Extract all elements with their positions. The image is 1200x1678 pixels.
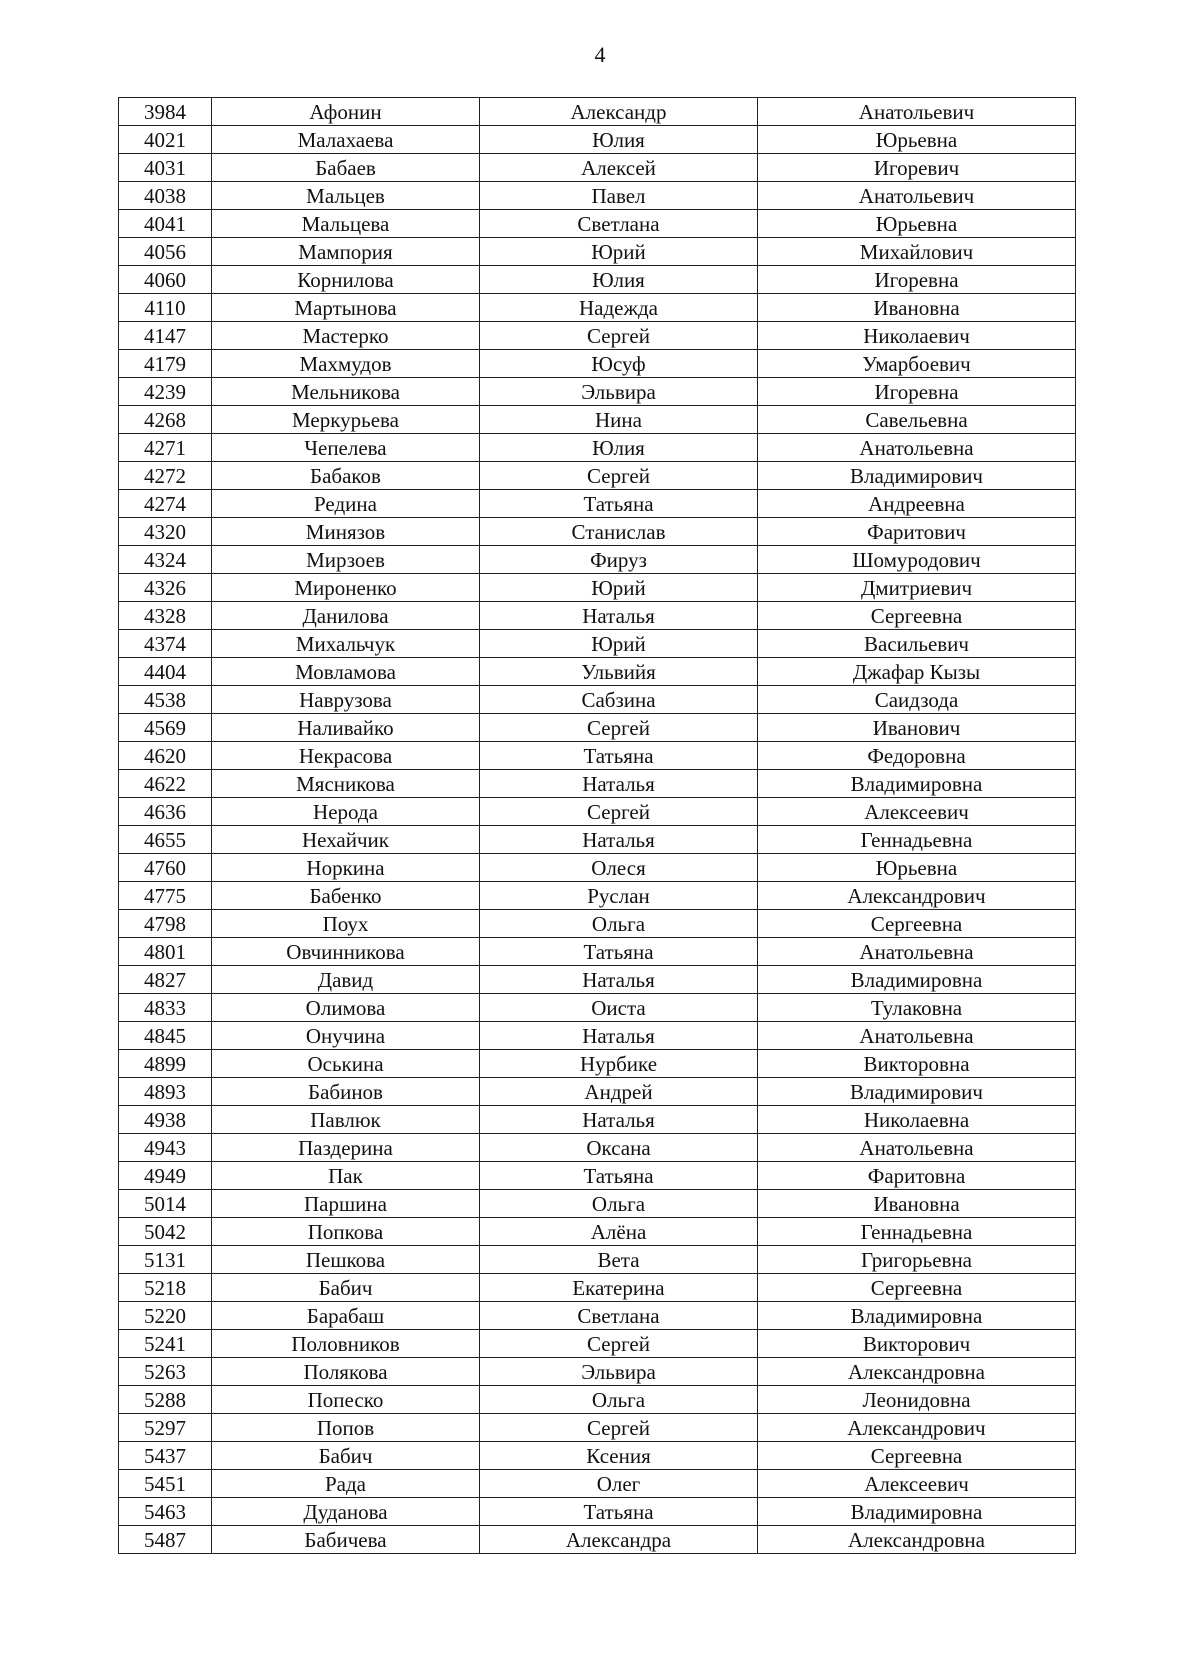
cell-patronymic: Игоревна	[758, 378, 1076, 406]
cell-patronymic: Сергеевна	[758, 602, 1076, 630]
cell-first-name: Эльвира	[480, 1358, 758, 1386]
cell-id: 4538	[119, 686, 212, 714]
table-row	[119, 1218, 1076, 1246]
cell-id: 5463	[119, 1498, 212, 1526]
table-row	[119, 1414, 1076, 1442]
cell-patronymic: Владимировна	[758, 1498, 1076, 1526]
cell-first-name: Фируз	[480, 546, 758, 574]
table-row	[119, 1526, 1076, 1554]
cell-patronymic: Михайлович	[758, 238, 1076, 266]
cell-last-name: Корнилова	[212, 266, 480, 294]
cell-id: 5220	[119, 1302, 212, 1330]
cell-last-name: Онучина	[212, 1022, 480, 1050]
cell-first-name: Сергей	[480, 1414, 758, 1442]
cell-id: 4031	[119, 154, 212, 182]
cell-first-name: Андрей	[480, 1078, 758, 1106]
cell-first-name: Сергей	[480, 1330, 758, 1358]
table-row	[119, 1022, 1076, 1050]
cell-id: 4374	[119, 630, 212, 658]
cell-first-name: Алёна	[480, 1218, 758, 1246]
cell-first-name: Наталья	[480, 826, 758, 854]
cell-patronymic: Викторович	[758, 1330, 1076, 1358]
cell-last-name: Нерода	[212, 798, 480, 826]
cell-last-name: Мельникова	[212, 378, 480, 406]
cell-id: 4801	[119, 938, 212, 966]
cell-id: 4326	[119, 574, 212, 602]
cell-last-name: Наврузова	[212, 686, 480, 714]
cell-first-name: Ольга	[480, 1190, 758, 1218]
cell-patronymic: Александрович	[758, 882, 1076, 910]
table-row	[119, 686, 1076, 714]
table-row	[119, 182, 1076, 210]
cell-id: 4893	[119, 1078, 212, 1106]
cell-patronymic: Иванович	[758, 714, 1076, 742]
cell-last-name: Попкова	[212, 1218, 480, 1246]
table-row	[119, 770, 1076, 798]
cell-first-name: Светлана	[480, 1302, 758, 1330]
table-row	[119, 238, 1076, 266]
table-row	[119, 602, 1076, 630]
cell-patronymic: Алексеевич	[758, 1470, 1076, 1498]
cell-patronymic: Владимировна	[758, 770, 1076, 798]
cell-last-name: Пак	[212, 1162, 480, 1190]
cell-first-name: Нина	[480, 406, 758, 434]
cell-id: 4179	[119, 350, 212, 378]
cell-patronymic: Сергеевна	[758, 1274, 1076, 1302]
table-row	[119, 406, 1076, 434]
cell-first-name: Ульвийя	[480, 658, 758, 686]
cell-patronymic: Федоровна	[758, 742, 1076, 770]
cell-patronymic: Григорьевна	[758, 1246, 1076, 1274]
cell-last-name: Мальцев	[212, 182, 480, 210]
cell-patronymic: Геннадьевна	[758, 826, 1076, 854]
cell-last-name: Попов	[212, 1414, 480, 1442]
cell-patronymic: Алексеевич	[758, 798, 1076, 826]
table-row	[119, 1302, 1076, 1330]
cell-first-name: Наталья	[480, 1022, 758, 1050]
cell-last-name: Давид	[212, 966, 480, 994]
cell-last-name: Бабинов	[212, 1078, 480, 1106]
cell-patronymic: Васильевич	[758, 630, 1076, 658]
cell-last-name: Бабенко	[212, 882, 480, 910]
cell-first-name: Юлия	[480, 126, 758, 154]
cell-patronymic: Савельевна	[758, 406, 1076, 434]
cell-id: 4239	[119, 378, 212, 406]
cell-first-name: Татьяна	[480, 742, 758, 770]
table-row	[119, 1470, 1076, 1498]
cell-first-name: Александра	[480, 1526, 758, 1554]
cell-patronymic: Дмитриевич	[758, 574, 1076, 602]
cell-first-name: Сергей	[480, 322, 758, 350]
cell-first-name: Олеся	[480, 854, 758, 882]
cell-id: 4328	[119, 602, 212, 630]
cell-first-name: Ольга	[480, 910, 758, 938]
table-row	[119, 742, 1076, 770]
cell-last-name: Норкина	[212, 854, 480, 882]
cell-id: 4655	[119, 826, 212, 854]
table-row	[119, 1386, 1076, 1414]
table-row	[119, 714, 1076, 742]
table-row	[119, 1442, 1076, 1470]
cell-id: 3984	[119, 98, 212, 126]
cell-last-name: Полякова	[212, 1358, 480, 1386]
cell-patronymic: Ивановна	[758, 294, 1076, 322]
cell-patronymic: Владимировна	[758, 1302, 1076, 1330]
cell-id: 4271	[119, 434, 212, 462]
table-row	[119, 294, 1076, 322]
cell-last-name: Дуданова	[212, 1498, 480, 1526]
cell-patronymic: Умарбоевич	[758, 350, 1076, 378]
table-row	[119, 1274, 1076, 1302]
cell-id: 4938	[119, 1106, 212, 1134]
cell-patronymic: Анатольевна	[758, 938, 1076, 966]
cell-last-name: Мовламова	[212, 658, 480, 686]
cell-id: 4110	[119, 294, 212, 322]
cell-id: 4272	[119, 462, 212, 490]
cell-patronymic: Геннадьевна	[758, 1218, 1076, 1246]
cell-patronymic: Игоревна	[758, 266, 1076, 294]
cell-last-name: Мастерко	[212, 322, 480, 350]
cell-first-name: Светлана	[480, 210, 758, 238]
cell-last-name: Редина	[212, 490, 480, 518]
cell-patronymic: Саидзода	[758, 686, 1076, 714]
cell-last-name: Чепелева	[212, 434, 480, 462]
cell-last-name: Мироненко	[212, 574, 480, 602]
table-row	[119, 630, 1076, 658]
table-row	[119, 378, 1076, 406]
cell-first-name: Наталья	[480, 1106, 758, 1134]
cell-first-name: Сергей	[480, 798, 758, 826]
cell-patronymic: Шомуродович	[758, 546, 1076, 574]
cell-first-name: Эльвира	[480, 378, 758, 406]
cell-last-name: Мясникова	[212, 770, 480, 798]
cell-patronymic: Сергеевна	[758, 1442, 1076, 1470]
table-row	[119, 1330, 1076, 1358]
cell-patronymic: Анатольевич	[758, 98, 1076, 126]
cell-last-name: Барабаш	[212, 1302, 480, 1330]
cell-id: 5263	[119, 1358, 212, 1386]
cell-id: 5241	[119, 1330, 212, 1358]
cell-last-name: Мальцева	[212, 210, 480, 238]
cell-patronymic: Анатольевна	[758, 434, 1076, 462]
cell-patronymic: Николаевич	[758, 322, 1076, 350]
cell-id: 4827	[119, 966, 212, 994]
cell-last-name: Бабичева	[212, 1526, 480, 1554]
cell-patronymic: Владимирович	[758, 462, 1076, 490]
cell-patronymic: Александровна	[758, 1358, 1076, 1386]
cell-id: 4833	[119, 994, 212, 1022]
cell-id: 4569	[119, 714, 212, 742]
cell-patronymic: Юрьевна	[758, 854, 1076, 882]
cell-patronymic: Александровна	[758, 1526, 1076, 1554]
table-row	[119, 966, 1076, 994]
cell-first-name: Руслан	[480, 882, 758, 910]
cell-first-name: Вета	[480, 1246, 758, 1274]
cell-patronymic: Анатольевна	[758, 1022, 1076, 1050]
cell-last-name: Половников	[212, 1330, 480, 1358]
cell-id: 4943	[119, 1134, 212, 1162]
cell-patronymic: Николаевна	[758, 1106, 1076, 1134]
cell-first-name: Юрий	[480, 630, 758, 658]
table-row	[119, 1134, 1076, 1162]
roster-table	[118, 97, 1076, 1554]
cell-id: 4404	[119, 658, 212, 686]
roster-body	[119, 98, 1076, 1554]
cell-first-name: Сергей	[480, 462, 758, 490]
table-row	[119, 154, 1076, 182]
cell-last-name: Овчинникова	[212, 938, 480, 966]
cell-first-name: Сергей	[480, 714, 758, 742]
cell-last-name: Мартынова	[212, 294, 480, 322]
cell-first-name: Надежда	[480, 294, 758, 322]
cell-last-name: Наливайко	[212, 714, 480, 742]
cell-id: 4147	[119, 322, 212, 350]
table-row	[119, 210, 1076, 238]
cell-id: 4775	[119, 882, 212, 910]
cell-first-name: Юрий	[480, 238, 758, 266]
table-row	[119, 1358, 1076, 1386]
cell-patronymic: Джафар Кызы	[758, 658, 1076, 686]
cell-first-name: Олег	[480, 1470, 758, 1498]
table-row	[119, 1498, 1076, 1526]
table-row	[119, 98, 1076, 126]
cell-patronymic: Ивановна	[758, 1190, 1076, 1218]
table-row	[119, 350, 1076, 378]
cell-last-name: Павлюк	[212, 1106, 480, 1134]
cell-last-name: Афонин	[212, 98, 480, 126]
cell-first-name: Татьяна	[480, 490, 758, 518]
cell-first-name: Татьяна	[480, 1162, 758, 1190]
cell-patronymic: Владимировна	[758, 966, 1076, 994]
table-row	[119, 574, 1076, 602]
cell-first-name: Оксана	[480, 1134, 758, 1162]
cell-last-name: Бабаков	[212, 462, 480, 490]
cell-last-name: Меркурьева	[212, 406, 480, 434]
table-row	[119, 518, 1076, 546]
cell-last-name: Нехайчик	[212, 826, 480, 854]
table-row	[119, 1246, 1076, 1274]
cell-id: 4056	[119, 238, 212, 266]
cell-last-name: Бабаев	[212, 154, 480, 182]
cell-last-name: Михальчук	[212, 630, 480, 658]
cell-patronymic: Юрьевна	[758, 126, 1076, 154]
cell-last-name: Поух	[212, 910, 480, 938]
cell-first-name: Татьяна	[480, 938, 758, 966]
table-row	[119, 434, 1076, 462]
cell-first-name: Александр	[480, 98, 758, 126]
cell-id: 4620	[119, 742, 212, 770]
cell-first-name: Юлия	[480, 434, 758, 462]
cell-patronymic: Тулаковна	[758, 994, 1076, 1022]
table-row	[119, 994, 1076, 1022]
cell-first-name: Алексей	[480, 154, 758, 182]
cell-last-name: Минязов	[212, 518, 480, 546]
cell-id: 4324	[119, 546, 212, 574]
cell-id: 4899	[119, 1050, 212, 1078]
table-row	[119, 910, 1076, 938]
cell-last-name: Малахаева	[212, 126, 480, 154]
cell-id: 4760	[119, 854, 212, 882]
cell-last-name: Некрасова	[212, 742, 480, 770]
cell-id: 5288	[119, 1386, 212, 1414]
cell-first-name: Ксения	[480, 1442, 758, 1470]
cell-last-name: Пешкова	[212, 1246, 480, 1274]
cell-patronymic: Игоревич	[758, 154, 1076, 182]
cell-id: 4041	[119, 210, 212, 238]
cell-patronymic: Сергеевна	[758, 910, 1076, 938]
cell-first-name: Юрий	[480, 574, 758, 602]
table-row	[119, 658, 1076, 686]
cell-first-name: Юлия	[480, 266, 758, 294]
table-row	[119, 490, 1076, 518]
cell-id: 4038	[119, 182, 212, 210]
cell-id: 4798	[119, 910, 212, 938]
cell-id: 5014	[119, 1190, 212, 1218]
cell-id: 4274	[119, 490, 212, 518]
cell-first-name: Юсуф	[480, 350, 758, 378]
table-row	[119, 322, 1076, 350]
cell-first-name: Нурбике	[480, 1050, 758, 1078]
page-number: 4	[594, 42, 606, 67]
cell-id: 4268	[119, 406, 212, 434]
cell-patronymic: Викторовна	[758, 1050, 1076, 1078]
cell-patronymic: Андреевна	[758, 490, 1076, 518]
cell-id: 5218	[119, 1274, 212, 1302]
cell-last-name: Бабич	[212, 1442, 480, 1470]
cell-id: 4622	[119, 770, 212, 798]
cell-id: 5297	[119, 1414, 212, 1442]
table-row	[119, 882, 1076, 910]
table-row	[119, 854, 1076, 882]
cell-last-name: Паршина	[212, 1190, 480, 1218]
table-row	[119, 798, 1076, 826]
cell-id: 5451	[119, 1470, 212, 1498]
cell-last-name: Рада	[212, 1470, 480, 1498]
cell-last-name: Олимова	[212, 994, 480, 1022]
cell-id: 4060	[119, 266, 212, 294]
table-row	[119, 938, 1076, 966]
table-row	[119, 1078, 1076, 1106]
cell-patronymic: Леонидовна	[758, 1386, 1076, 1414]
cell-patronymic: Анатольевич	[758, 182, 1076, 210]
cell-last-name: Мирзоев	[212, 546, 480, 574]
cell-patronymic: Анатольевна	[758, 1134, 1076, 1162]
table-row	[119, 462, 1076, 490]
cell-first-name: Сабзина	[480, 686, 758, 714]
cell-id: 4636	[119, 798, 212, 826]
cell-last-name: Паздерина	[212, 1134, 480, 1162]
cell-first-name: Павел	[480, 182, 758, 210]
cell-id: 4320	[119, 518, 212, 546]
cell-last-name: Мампория	[212, 238, 480, 266]
cell-patronymic: Владимирович	[758, 1078, 1076, 1106]
cell-first-name: Оиста	[480, 994, 758, 1022]
cell-id: 5437	[119, 1442, 212, 1470]
table-row	[119, 266, 1076, 294]
cell-first-name: Екатерина	[480, 1274, 758, 1302]
cell-id: 5131	[119, 1246, 212, 1274]
cell-last-name: Данилова	[212, 602, 480, 630]
cell-patronymic: Юрьевна	[758, 210, 1076, 238]
cell-first-name: Наталья	[480, 602, 758, 630]
cell-id: 4845	[119, 1022, 212, 1050]
cell-last-name: Попеско	[212, 1386, 480, 1414]
table-row	[119, 1162, 1076, 1190]
cell-id: 4949	[119, 1162, 212, 1190]
cell-last-name: Оськина	[212, 1050, 480, 1078]
cell-first-name: Станислав	[480, 518, 758, 546]
table-row	[119, 1106, 1076, 1134]
table-row	[119, 546, 1076, 574]
cell-first-name: Татьяна	[480, 1498, 758, 1526]
table-row	[119, 1190, 1076, 1218]
table-row	[119, 1050, 1076, 1078]
cell-id: 5487	[119, 1526, 212, 1554]
cell-last-name: Махмудов	[212, 350, 480, 378]
cell-first-name: Ольга	[480, 1386, 758, 1414]
table-row	[119, 126, 1076, 154]
table-row	[119, 826, 1076, 854]
cell-id: 4021	[119, 126, 212, 154]
cell-last-name: Бабич	[212, 1274, 480, 1302]
cell-patronymic: Фаритовна	[758, 1162, 1076, 1190]
cell-patronymic: Фаритович	[758, 518, 1076, 546]
cell-patronymic: Александрович	[758, 1414, 1076, 1442]
cell-first-name: Наталья	[480, 966, 758, 994]
cell-first-name: Наталья	[480, 770, 758, 798]
cell-id: 5042	[119, 1218, 212, 1246]
